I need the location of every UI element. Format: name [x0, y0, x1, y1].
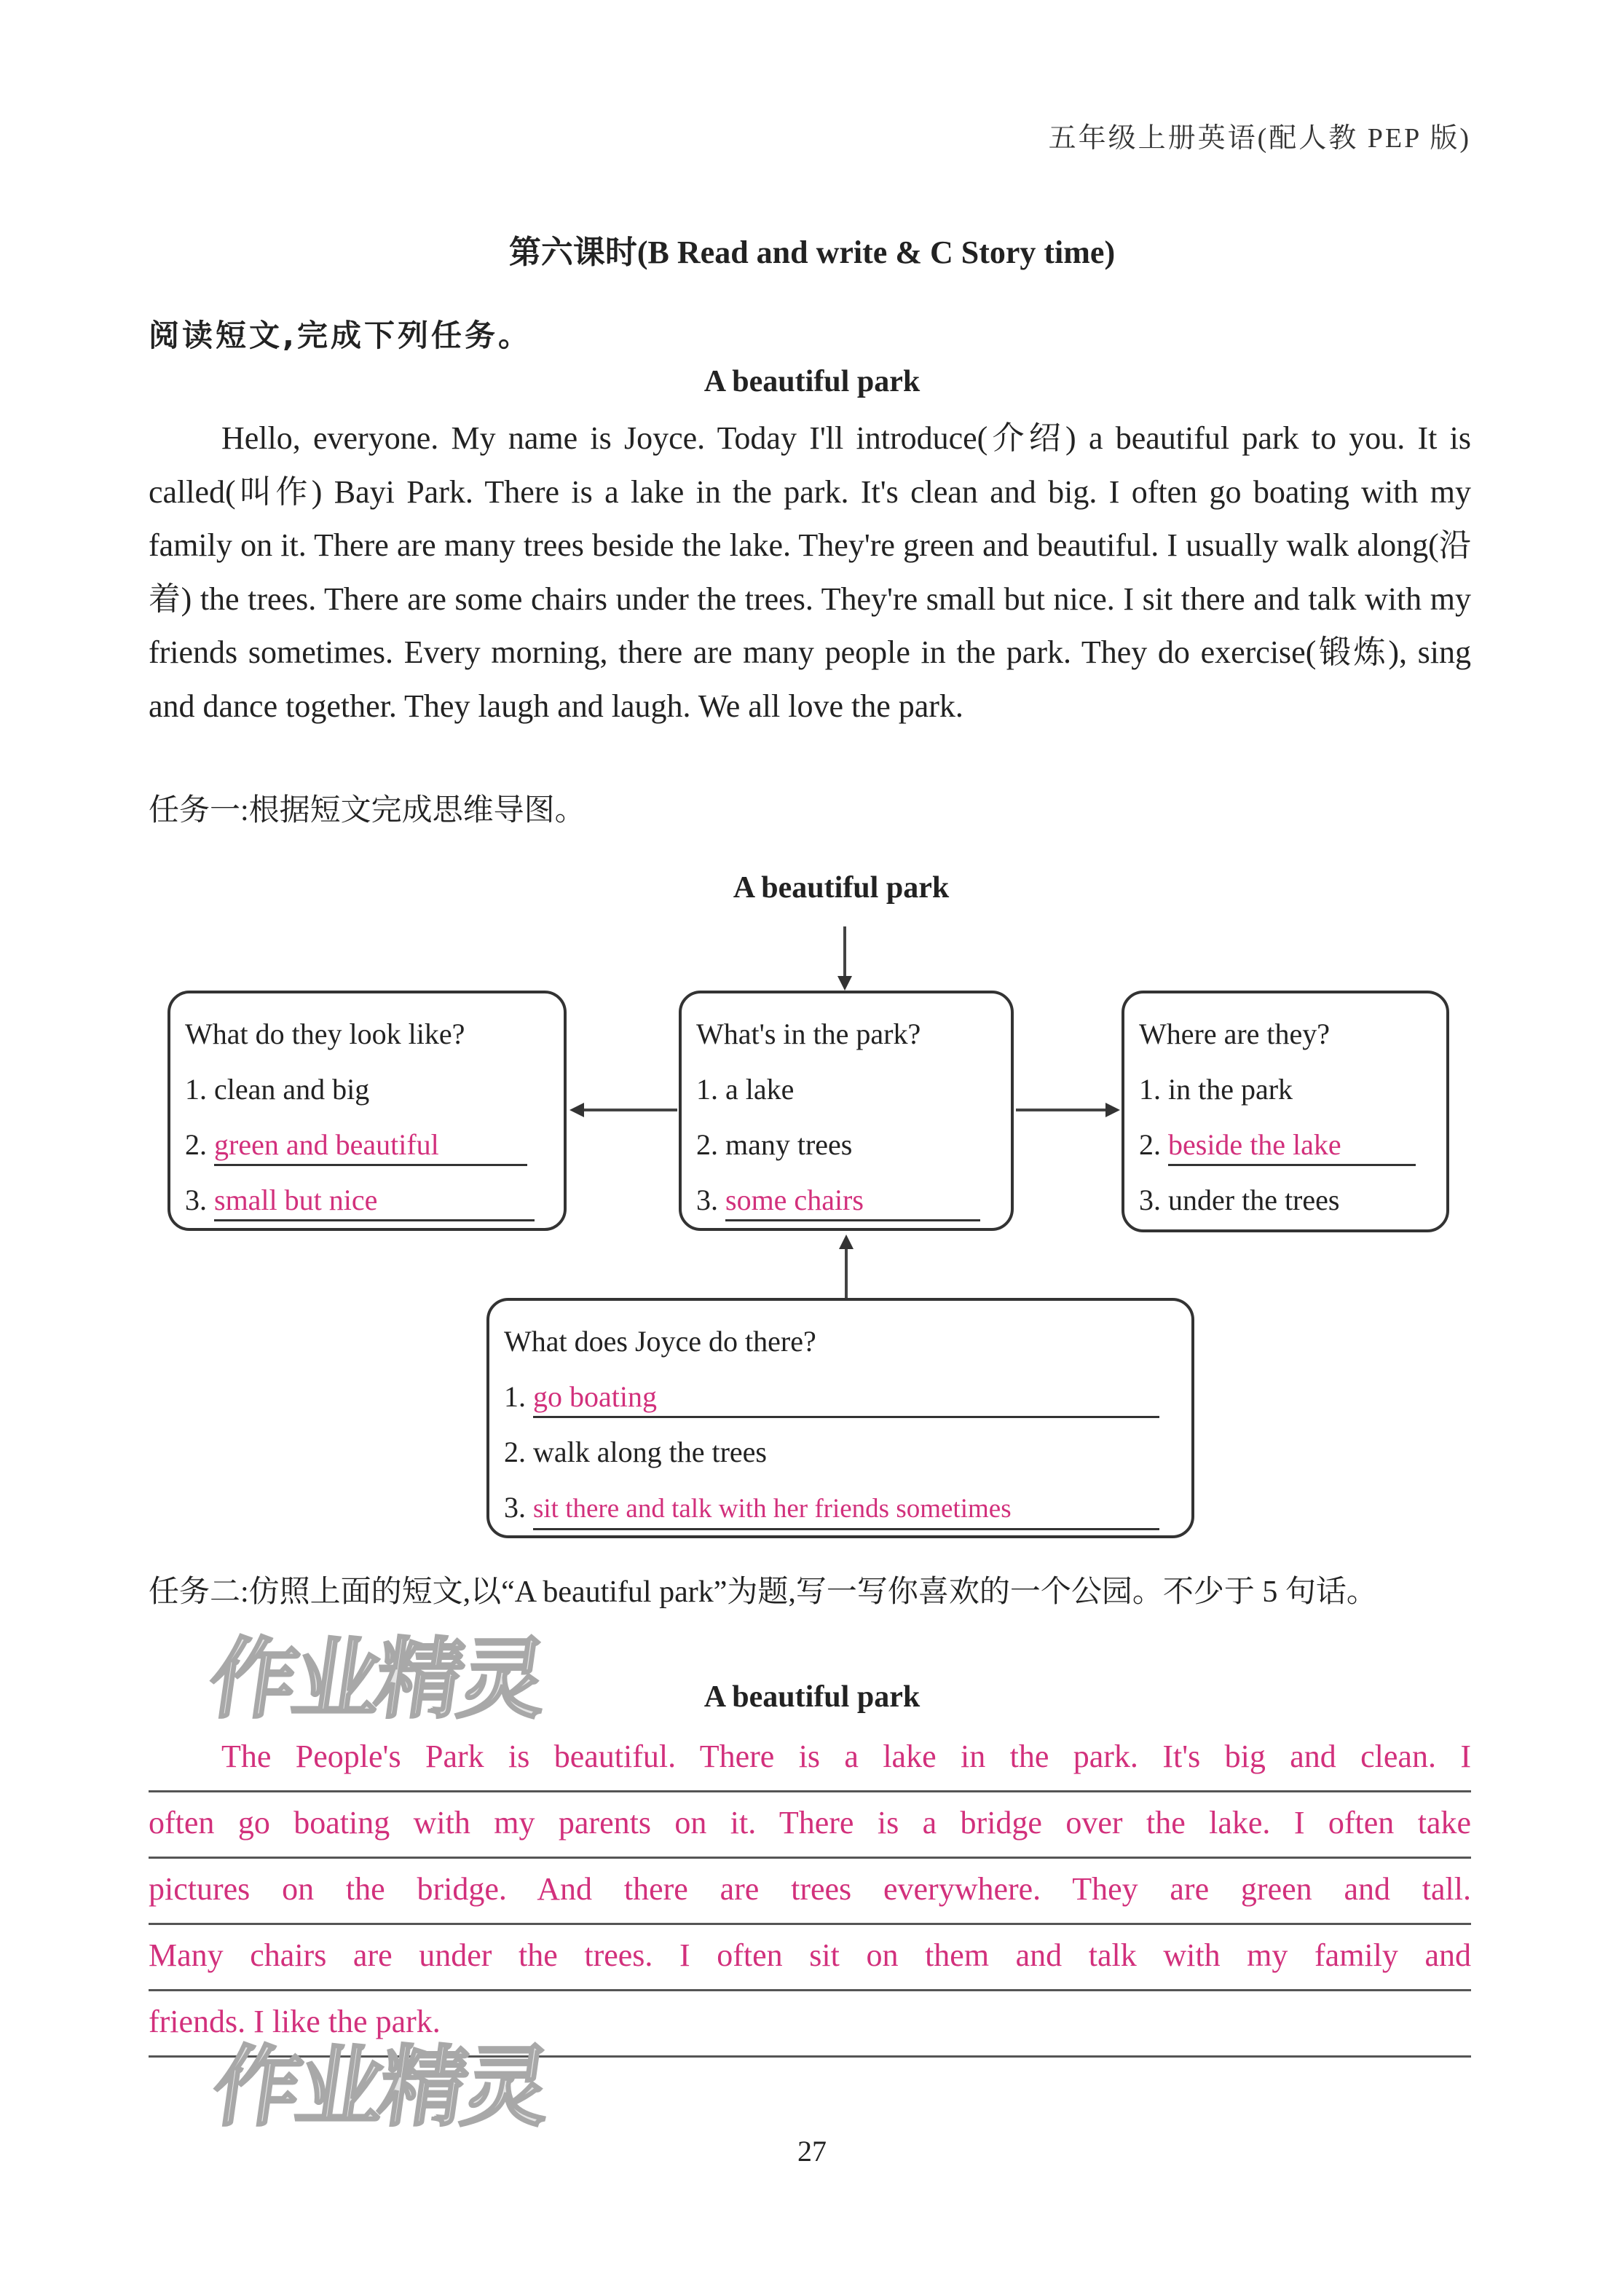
essay-line: friends. I like the park.: [149, 1991, 1471, 2058]
answer-text: go boating: [533, 1378, 1159, 1418]
arrow-left: [583, 1109, 677, 1111]
box-question: What's in the park?: [696, 1017, 921, 1050]
answer-text: sit there and talk with her friends sometimes: [533, 1490, 1159, 1530]
box-in-park: [679, 991, 1014, 1231]
item-number: 3.: [185, 1184, 207, 1216]
arrow-up: [845, 1245, 848, 1298]
lesson-title: 第六课时(B Read and write & C Story time): [508, 235, 1116, 270]
item-number: 1.: [185, 1073, 207, 1106]
item-number: 2.: [696, 1128, 718, 1161]
answer-text: beside the lake: [1168, 1126, 1416, 1166]
item-number: 3.: [1139, 1184, 1161, 1216]
item-number: 2.: [1139, 1128, 1161, 1161]
arrowhead-icon: [1105, 1103, 1120, 1117]
box-where: [1122, 991, 1449, 1232]
watermark: 作业精灵: [202, 1629, 550, 1731]
essay-title: A beautiful park: [703, 1680, 921, 1714]
passage-title: A beautiful park: [703, 365, 921, 398]
watermark: 作业精灵: [206, 2037, 553, 2138]
box-question: What does Joyce do there?: [504, 1325, 816, 1358]
task1-instruction: 任务一:根据短文完成思维导图。: [149, 794, 586, 827]
item-text: under the trees: [1168, 1184, 1340, 1216]
box-joyce-does: [486, 1298, 1194, 1538]
arrow-right: [1016, 1109, 1107, 1111]
item-number: 1.: [696, 1073, 718, 1106]
answer-text: green and beautiful: [214, 1126, 527, 1166]
box-look-like: [167, 991, 567, 1231]
answer-text: small but nice: [214, 1181, 535, 1221]
item-text: in the park: [1168, 1073, 1293, 1106]
arrow-down: [843, 926, 846, 983]
instruction: 阅读短文,完成下列任务。: [149, 318, 532, 353]
item-number: 2.: [185, 1128, 207, 1161]
page-number: 27: [797, 2135, 827, 2168]
essay-line: The People's Park is beautiful. There is a lake in the park. It's big and clean. I: [149, 1726, 1471, 1792]
item-number: 3.: [696, 1184, 718, 1216]
arrowhead-icon: [837, 976, 852, 991]
item-text: many trees: [725, 1128, 853, 1161]
essay-line: often go boating with my parents on it. There is a bridge over the lake. I often take: [149, 1792, 1471, 1859]
item-text: clean and big: [214, 1073, 370, 1106]
essay-line: Many chairs are under the trees. I often sit on them and talk with my family and: [149, 1925, 1471, 1991]
mindmap-title: A beautiful park: [733, 871, 950, 905]
item-number: 1.: [1139, 1073, 1161, 1106]
box-question: What do they look like?: [185, 1017, 465, 1050]
task2-instruction: 任务二:仿照上面的短文,以“A beautiful park”为题,写一写你喜欢的一个公园。不少于 5 句话。: [149, 1575, 1377, 1609]
item-text: a lake: [725, 1073, 795, 1106]
answer-text: some chairs: [725, 1181, 980, 1221]
item-number: 1.: [504, 1380, 526, 1413]
passage-text: Hello, everyone. My name is Joyce. Today I'll introduce(介绍) a beautiful park to you. It is called(叫作) Bayi Park. There is a lake in the park. It's clean and big. I often go boating with my family on it. There are many trees beside the lake. They're green and beautiful. I usually walk along(沿着) the trees. There are some chairs under the trees. They're small but nice. I sit there and talk with my friends sometimes. Every morning, there are many people in the park. They do exercise(锻炼), sing and dance together. They laugh and laugh. We all love the park.: [149, 420, 1471, 724]
box-question: Where are they?: [1139, 1017, 1331, 1050]
essay-line: pictures on the bridge. And there are trees everywhere. They are green and tall.: [149, 1859, 1471, 1925]
item-number: 3.: [504, 1491, 526, 1524]
running-header: 五年级上册英语(配人教 PEP 版): [1048, 123, 1471, 154]
arrowhead-icon: [569, 1103, 584, 1117]
arrowhead-icon: [839, 1235, 854, 1249]
item-text: walk along the trees: [533, 1436, 767, 1468]
item-number: 2.: [504, 1436, 526, 1468]
